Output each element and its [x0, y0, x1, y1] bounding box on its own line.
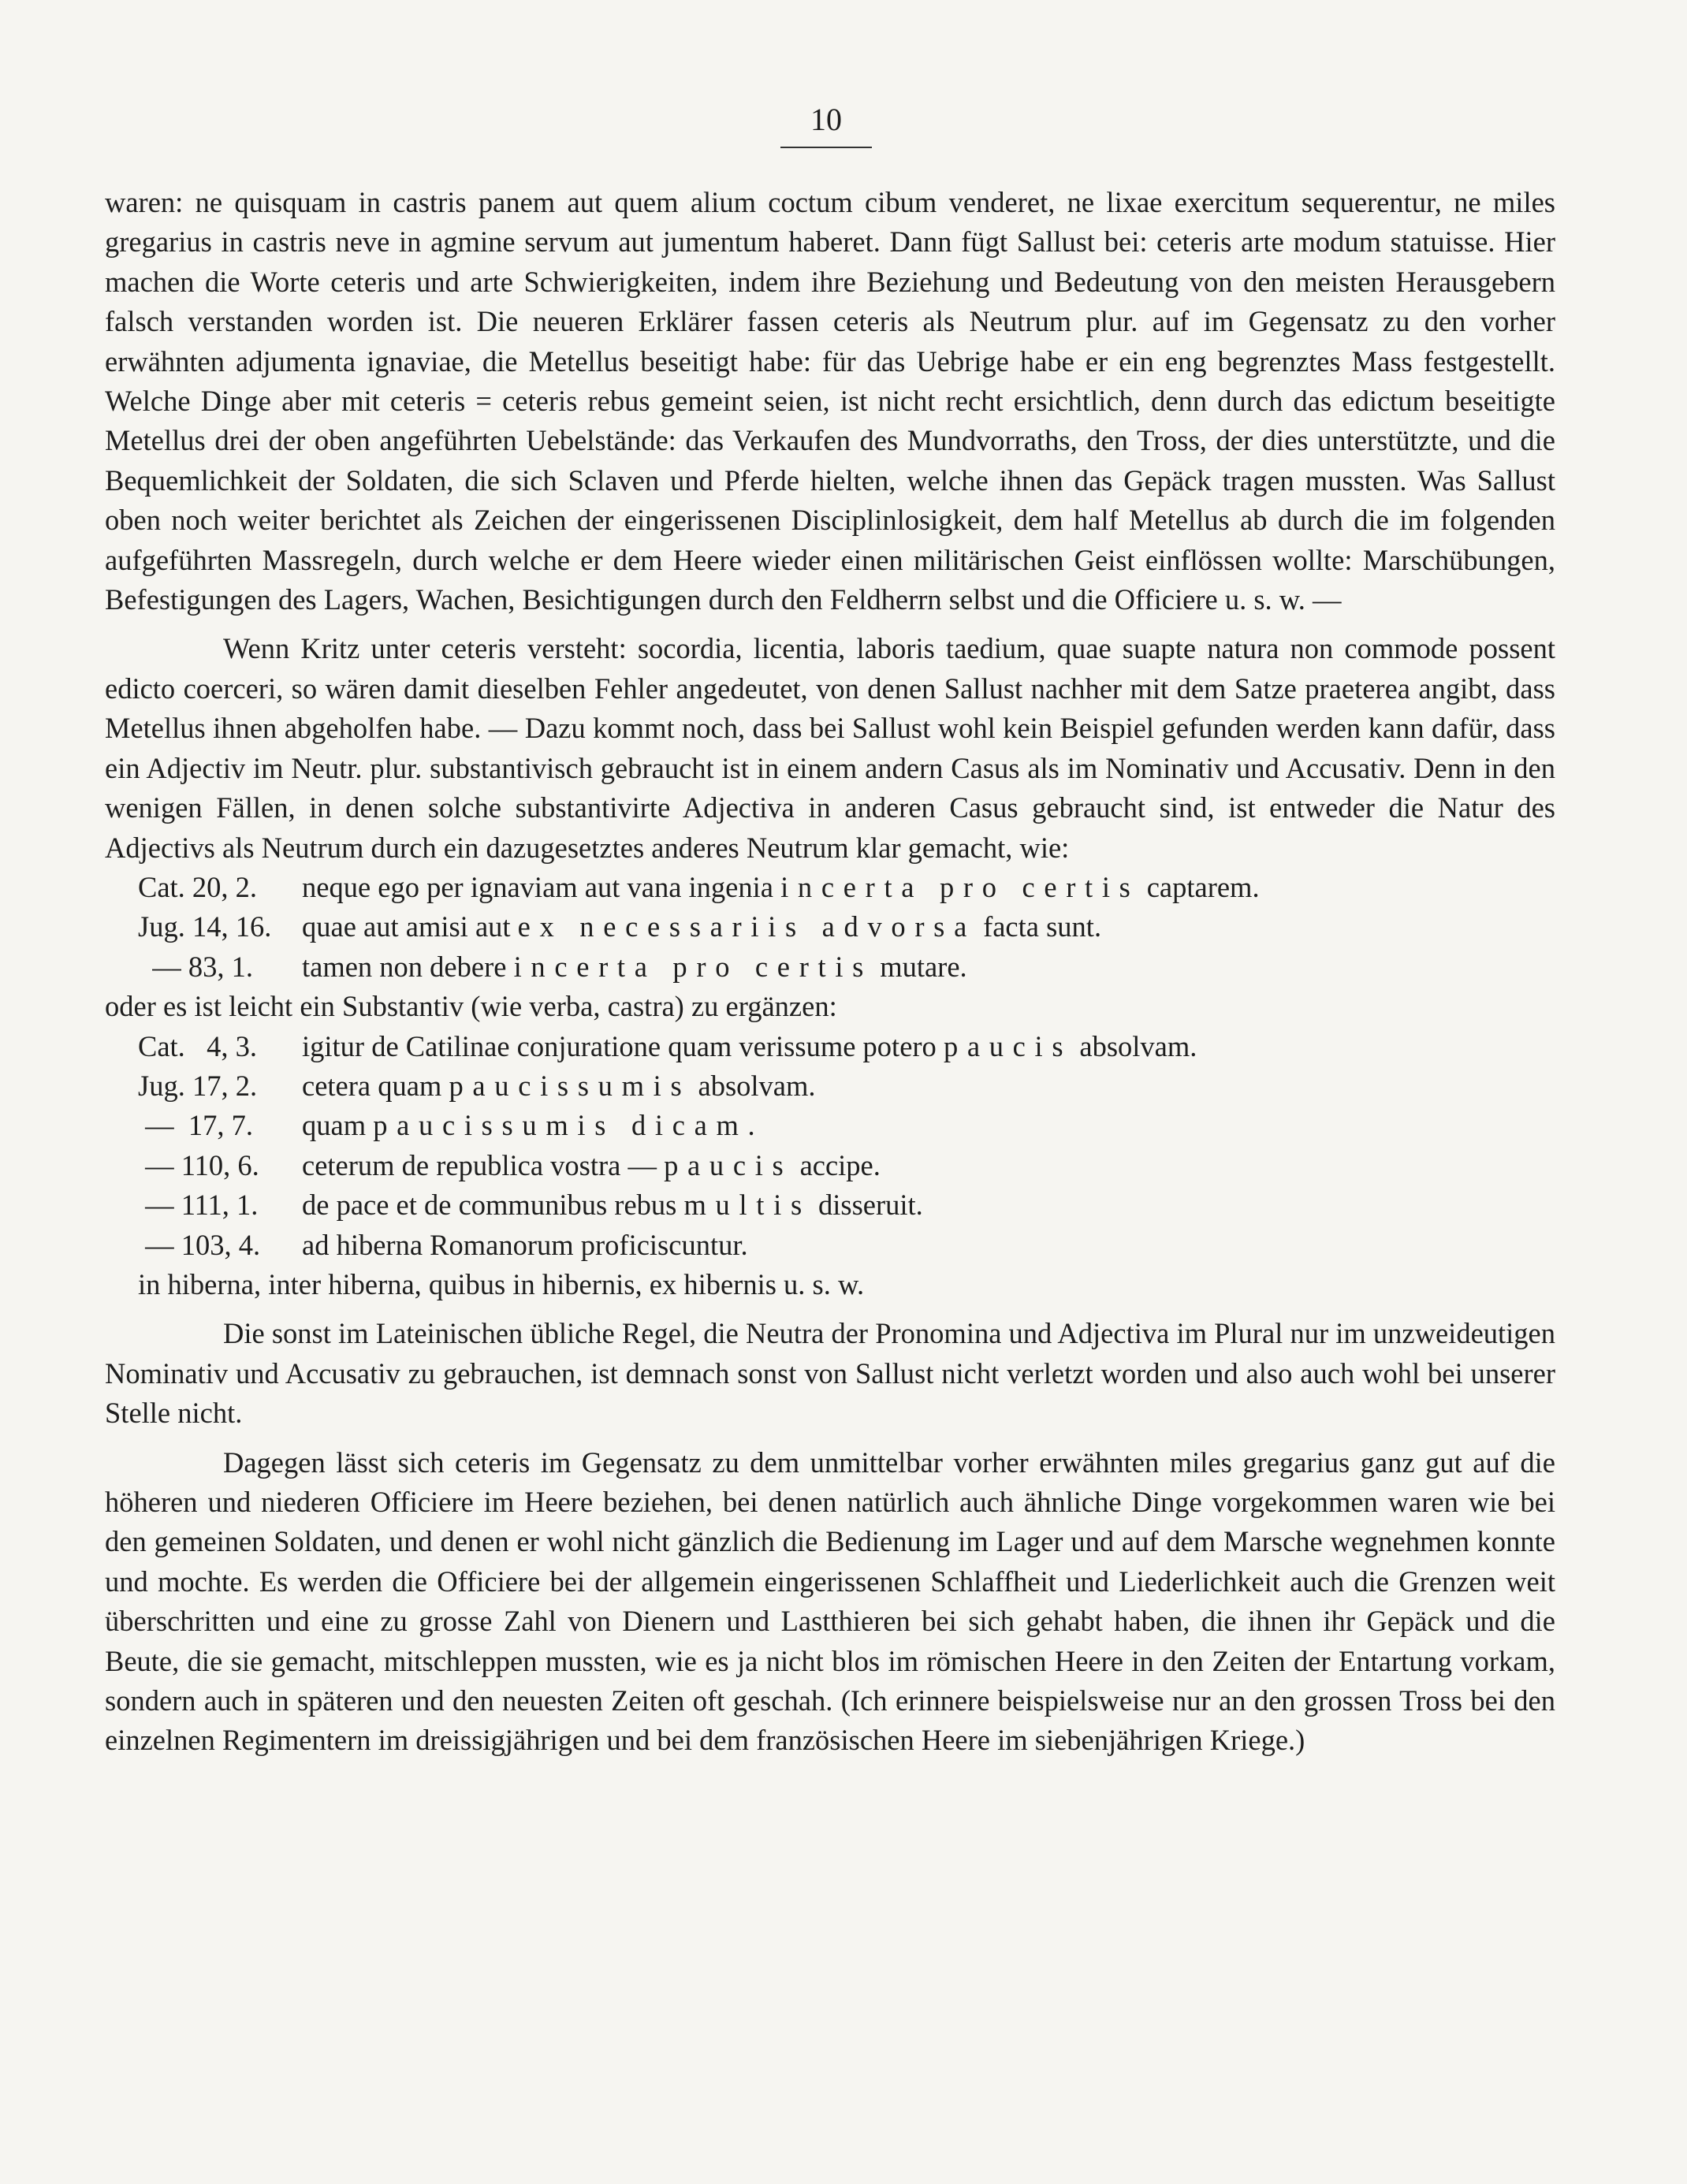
citation-ref: Cat. 4, 3.: [138, 1029, 258, 1062]
spaced-emphasis: paucissumis: [449, 1069, 691, 1102]
paragraph: [105, 1443, 1555, 1761]
citation-block-1: [105, 868, 1555, 987]
citation-row: [105, 1226, 1555, 1265]
citation-block-2: [105, 1027, 1555, 1265]
text-run: de pace et de communibus rebus: [302, 1189, 684, 1222]
citation-text: [302, 1066, 816, 1106]
citation-text: [302, 868, 1260, 907]
citation-ref: — 103, 4.: [138, 1228, 261, 1261]
citation-text: [302, 1106, 755, 1145]
text-run: disseruit.: [810, 1189, 923, 1222]
text-run: ad hiberna Romanorum proficiscuntur.: [302, 1228, 748, 1261]
citation-text: [302, 1027, 1197, 1066]
citation-text: [302, 907, 1101, 947]
spaced-emphasis: ex necessariis advorsa: [517, 910, 976, 943]
text-run: Wenn Kritz unter ceteris versteht: socordia, licentia, laboris taedium, quae suapte natura non commode possent edicto coerceri, so wären damit dieselben Fehler angedeutet, von denen Sallust nachher mit dem Satze praeterea angibt, dass Metellus ihnen abgeholfen habe. — Dazu kommt noch, dass bei Sallust wohl kein Beispiel gefunden werden kann dafür, dass ein Adjectiv im Neutr. plur. substantivisch gebraucht ist in einem andern Casus als im Nominativ und Accusativ. Denn in den wenigen Fällen, in denen solche substantivirte Adjectiva in anderen Casus gebraucht sind, ist entweder die Natur des Adjectivs als Neutrum durch ein dazugesetztes anderes Neutrum klar gemacht, wie:: [105, 632, 1555, 864]
paragraphs-top: [105, 183, 1555, 868]
paragraphs-bottom: [105, 1314, 1555, 1760]
transition-line: oder es ist leicht ein Substantiv (wie verba, castra) zu ergänzen:: [105, 990, 837, 1023]
citation-ref: — 83, 1.: [138, 950, 253, 983]
text-run: cetera quam: [302, 1069, 449, 1102]
citation-row: [105, 947, 1555, 987]
text-run: Die sonst im Lateinischen übliche Regel, die Neutra der Pronomina und Adjectiva im Plural nur im unzweideutigen Nominativ und Accusativ zu gebrauchen, ist demnach sonst von Sallust nicht verletzt worden und also auch wohl bei unserer Stelle nicht.: [105, 1317, 1555, 1430]
spaced-emphasis: incerta pro certis: [513, 950, 873, 983]
text-run: quam: [302, 1109, 374, 1142]
citation-row: [105, 868, 1555, 907]
page-number: 10: [810, 102, 842, 137]
spaced-emphasis: paucis: [943, 1029, 1073, 1062]
citation-row: [105, 1106, 1555, 1145]
text-run: quae aut amisi aut: [302, 910, 518, 943]
citation-row: [105, 907, 1555, 947]
text-run: accipe.: [792, 1148, 881, 1181]
spaced-emphasis: multis: [683, 1189, 811, 1222]
citation-ref: Jug. 17, 2.: [138, 1069, 258, 1102]
citation-text: [302, 947, 967, 987]
text-run: igitur de Catilinae conjuratione quam verissume potero: [302, 1029, 944, 1062]
text-run: .: [747, 1109, 755, 1142]
text-run: mutare.: [873, 950, 967, 983]
paragraph: [105, 629, 1555, 867]
body-text: [105, 183, 1555, 1761]
citation-ref: — 17, 7.: [138, 1109, 253, 1142]
citation-text: [302, 1146, 881, 1185]
page-number-rule: [780, 147, 872, 148]
text-run: tamen non debere: [302, 950, 514, 983]
citation-text: [302, 1185, 923, 1225]
spaced-emphasis: incerta pro certis: [780, 870, 1140, 903]
spaced-emphasis: paucissumis dicam: [373, 1109, 748, 1142]
citation-row: [105, 1027, 1555, 1066]
citation-row: [105, 1066, 1555, 1106]
hiberna-line: in hiberna, inter hiberna, quibus in hibernis, ex hibernis u. s. w.: [138, 1267, 865, 1300]
citation-row: [105, 1185, 1555, 1225]
text-run: absolvam.: [1072, 1029, 1197, 1062]
citation-ref: Cat. 20, 2.: [138, 870, 258, 903]
paragraph: [105, 1314, 1555, 1433]
text-run: ceterum de republica vostra —: [302, 1148, 665, 1181]
citation-ref: — 110, 6.: [138, 1148, 259, 1181]
citation-ref: — 111, 1.: [138, 1189, 259, 1222]
text-run: waren: ne quisquam in castris panem aut quem alium coctum cibum venderet, ne lixae exercitum sequerentur, ne miles gregarius in castris neve in agmine servum aut jumentum haberet. Dann fügt Sallust bei: ceteris arte modum statuisse. Hier machen die Worte ceteris und arte Schwierigkeiten, indem ihre Beziehung und Bedeutung von den meisten Herausgebern falsch verstanden worden ist. Die neueren Erklärer fassen ceteris als Neutrum plur. auf im Gegensatz zu den vorher erwähnten adjumenta ignaviae, die Metellus beseitigt habe: für das Uebrige habe er ein eng begrenztes Mass festgestellt. Welche Dinge aber mit ceteris = ceteris rebus gemeint seien, ist nicht recht ersichtlich, denn durch das edictum beseitigte Metellus drei der oben angeführten Uebelstände: das Verkaufen des Mundvorraths, den Tross, der dies unterstützte, und die Bequemlichkeit der Soldaten, die sich Sclaven und Pferde hielten, welche ihnen das Gepäck tragen mussten. Was Sallust oben noch weiter berichtet als Zeichen der eingerissenen Disciplinlosigkeit, dem half Metellus ab durch die im folgenden aufgeführten Massregeln, durch welche er dem Heere wieder einen militärischen Geist einflössen wollte: Marschübungen, Befestigungen des Lagers, Wachen, Besichtigungen durch den Feldherrn selbst und die Officiere u. s. w. —: [105, 186, 1555, 616]
citation-row: [105, 1146, 1555, 1185]
text-run: Dagegen lässt sich ceteris im Gegensatz zu dem unmittelbar vorher erwähnten miles gregarius ganz gut auf die höheren und niederen Officiere im Heere beziehen, bei denen natürlich auch ähnliche Dinge vorgekommen waren wie bei den gemeinen Soldaten, und denen er wohl nicht gänzlich die Bedienung im Lager und auf dem Marsche wegnehmen konnte und mochte. Es werden die Officiere bei der allgemein eingerissenen Schlaffheit und Liederlichkeit auch die Grenzen weit überschritten und eine zu grosse Zahl von Dienern und Lastthieren bei sich gehabt haben, die ihnen ihr Gepäck und die Beute, die sie gemacht, mitschleppen mussten, wie es ja nicht blos im römischen Heere in den Zeiten der Entartung vorkam, sondern auch in späteren und den neuesten Zeiten oft geschah. (Ich erinnere beispielsweise nur an den grossen Tross bei den einzelnen Regimentern im dreissigjährigen und bei dem französischen Heere im siebenjährigen Kriege.): [105, 1445, 1555, 1757]
text-run: facta sunt.: [975, 910, 1102, 943]
paragraph: [105, 183, 1555, 619]
citation-ref: Jug. 14, 16.: [138, 910, 272, 943]
text-run: absolvam.: [691, 1069, 816, 1102]
spaced-emphasis: paucis: [664, 1148, 793, 1181]
text-run: captarem.: [1139, 870, 1260, 903]
citation-text: [302, 1226, 748, 1265]
text-run: neque ego per ignaviam aut vana ingenia: [302, 870, 781, 903]
